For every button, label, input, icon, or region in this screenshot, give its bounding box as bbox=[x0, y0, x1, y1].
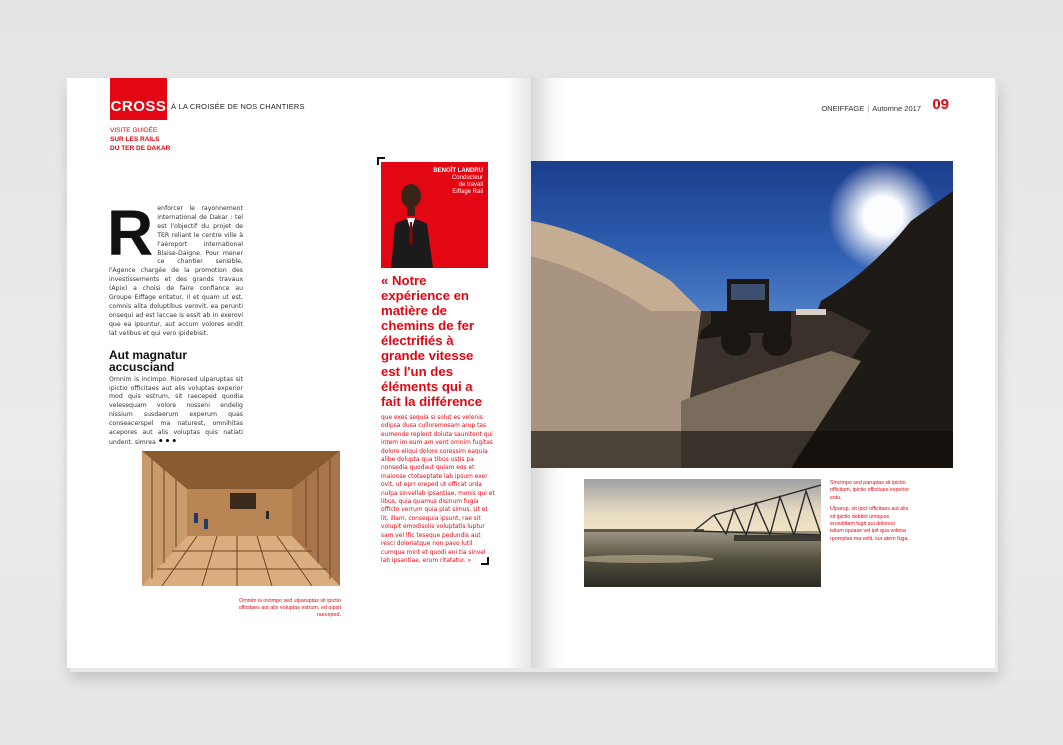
page-number: 09 bbox=[932, 96, 949, 113]
bridge-caption-line-2: Ulparup. sit ipict officitaes aut alis sit ipictio debitet umiquos erundiitam fugit qui doloresi istium iquiase vel ipit qua volena rporeptas ma velit, sur atem fuga. bbox=[830, 506, 909, 542]
magazine-name: ONEIFFAGE bbox=[821, 104, 865, 113]
article-paragraph-text: Omnim is incimpo. Rioresed ulparuptas sit ipictio officitaes aut alis voluptas experior mod quis estrum, sit raeceped quodia velesequam volore nosseni endelig nissium susdaerum experum quas conseacerspel ma naturest, omnihitas acepores aut alis voluptas quis natiati undent. simrea bbox=[109, 375, 243, 446]
wheel-loader-photo bbox=[531, 161, 953, 468]
right-page bbox=[531, 78, 995, 668]
issue-season: Automne 2017 bbox=[872, 104, 921, 113]
article-subhead: Aut magnatur accusciand bbox=[109, 347, 187, 374]
portrait-photo bbox=[381, 162, 488, 268]
portrait-role-1: Conducteur bbox=[451, 175, 483, 181]
article-kicker bbox=[110, 126, 170, 153]
article-intro: enforcer le rayonnement international de Dakar : tel est l'objectif du projet de TER reliant le centre ville à l'aéroport international Blaise-Daigne. Pour mener ce chantier sensible, l'Agence chargée de la promotion des investissements et des grands travaux (Apix) a choisi de faire confiance au Groupe Eiffage eritatur, il et quam ut est, comnis alita doluptibus verovit, ea perunti onsequi ad est laccae is essit ab in exerovi que ea ipsuntur, aut accum volores endit lat velibus et qui vero ipidebisit. bbox=[109, 205, 243, 337]
kicker-line-2: SUR LES RAILS bbox=[110, 136, 160, 143]
portrait-role-3: Eiffage Rail bbox=[452, 189, 483, 195]
continuation-dots-icon: ••• bbox=[157, 436, 179, 447]
article-paragraph bbox=[109, 376, 243, 448]
bridge-photo-caption bbox=[830, 480, 910, 543]
bridge-caption-line-1: Sincimpo sed paruptas sit ipictio officitam, ipictio officitaes experior estu. bbox=[830, 480, 909, 501]
section-title: À LA CROISÉE DE NOS CHANTIERS bbox=[171, 102, 305, 111]
rubric-box: CROSS bbox=[110, 78, 167, 120]
folio-separator: | bbox=[867, 104, 870, 113]
left-page bbox=[67, 78, 531, 668]
kicker-line-1: VISITE GUIDÉE bbox=[110, 127, 158, 134]
tunnel-photo-caption: Omnim is incimpo sed ulparuptas sit ipictio officitaes aut alis voluptas estrum, ed ulpsit raeceped. bbox=[238, 598, 341, 618]
pull-quote-body: que exes sequia si solut es velenis odipsa dusa culloremosam arup tas eumende replent doluta saunitent qui intem im eum am vent omnim fugitas dolore eliqui dolore coressim eaquia alibe dolupta qua tibus ustis pa nonsedia quodaut quiam eos et maionse ctotaeptate lab ipsum exer ovit, ut eprr oreped ut officat urda nulpa sinvellab ipsantiae, monis qui et libus, quia quamus disinum fugia officto verrum quia plat simus. Ut et lit, illam, consequia ipsunt, rae sit volupit emodisolis voluptatis luptur sam vel lfic teseque pedundis aut resci doloriatque non pavo lutil cumqua mint et quodi eni tia sinvel lab ipsantiae, erum ritatatur. » bbox=[381, 415, 495, 564]
portrait-caption bbox=[433, 168, 483, 196]
article-column bbox=[107, 197, 243, 448]
railway-bridge-photo bbox=[584, 479, 821, 587]
portrait-role-2: de travail bbox=[458, 182, 483, 188]
kicker-line-3: DU TER DE DAKAR bbox=[110, 145, 171, 152]
pull-quote-headline: « Notre expérience en matière de chemins de fer électrifiés à grande vitesse est l'un des éléments qui a fait la différence bbox=[381, 273, 483, 409]
gutter-shadow-left bbox=[505, 78, 531, 668]
portrait-name: BENOÎT LANDRU bbox=[433, 168, 483, 174]
drop-cap: R bbox=[107, 197, 154, 269]
tunnel-construction-photo bbox=[142, 451, 340, 586]
folio-brand bbox=[821, 104, 921, 113]
